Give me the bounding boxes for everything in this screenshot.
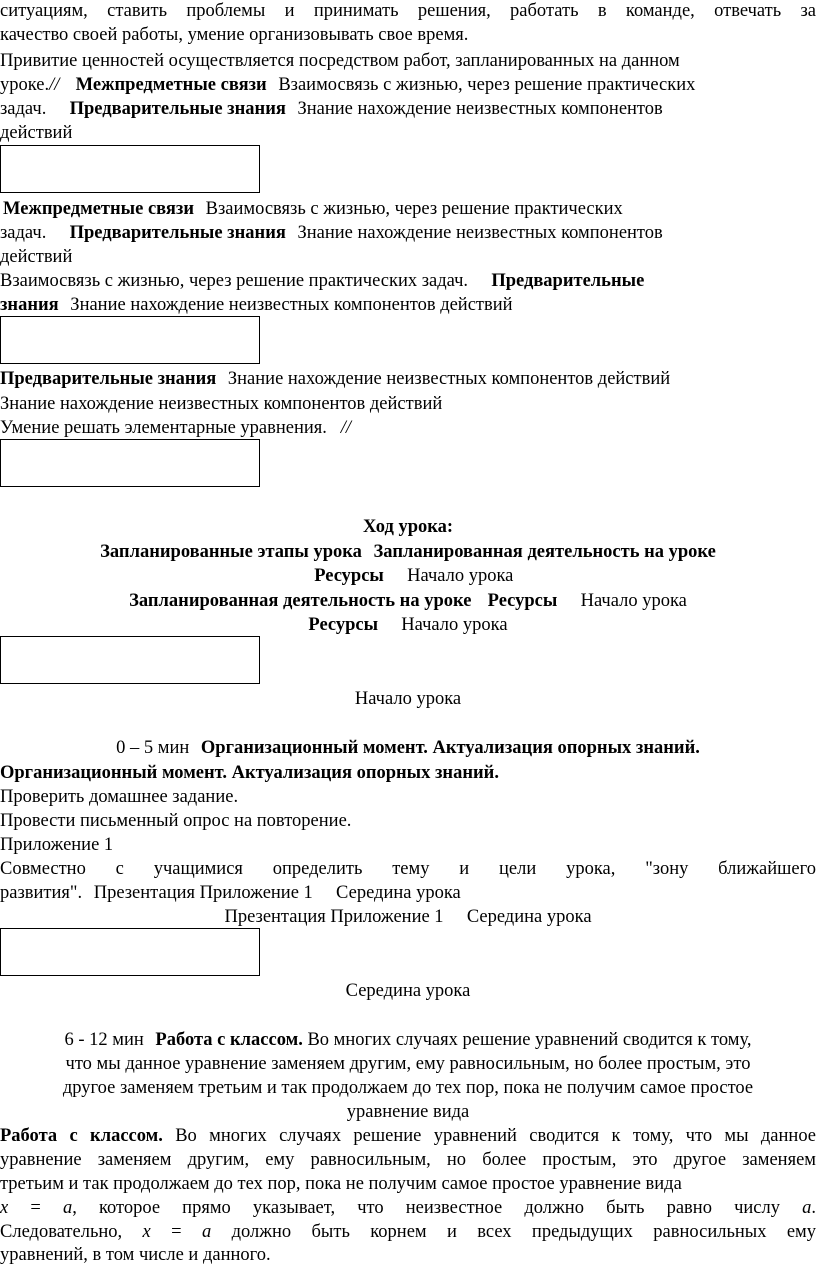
empty-image-frame [0, 439, 260, 487]
text-line: Умение решать элементарные уравнения. // [0, 417, 363, 441]
text-line: другое заменяем третьим и так продолжаем до тех пор, пока не получим самое простое [62, 1078, 754, 1098]
section-heading: Ход урока: [362, 517, 454, 537]
empty-image-frame [0, 145, 260, 193]
text-line: Запланированные этапы урока Запланированная деятельность на уроке [100, 542, 716, 562]
text-line: Ресурсы Начало урока [314, 566, 514, 586]
missing-glyph-icon: // [49, 75, 60, 95]
text-line: Презентация Приложение 1 Середина урока [224, 907, 592, 927]
text-line: Знание нахождение неизвестных компонентов действий [0, 394, 443, 414]
text-line: Приложение 1 [0, 835, 114, 855]
text-line: 0 – 5 мин Организационный момент. Актуализация опорных знаний. [116, 738, 700, 758]
missing-glyph-icon: // [340, 418, 352, 438]
text-line: задач. Предварительные знания Знание нахождение неизвестных компонентов [0, 99, 663, 119]
text-line: знания Знание нахождение неизвестных компонентов действий [0, 295, 513, 315]
text-line: действий [0, 123, 73, 143]
empty-image-frame [0, 928, 260, 976]
text-line: третьим и так продолжаем до тех пор, пока не получим самое простое уравнение вида [0, 1174, 682, 1194]
text-line: Организационный момент. Актуализация опорных знаний. [0, 763, 499, 783]
text-line: уроке.// Межпредметные связи Взаимосвязь с жизнью, через решение практических [0, 74, 695, 98]
text-line: Проверить домашнее задание. [0, 787, 239, 807]
text-line: Запланированная деятельность на уроке Ресурсы Начало урока [129, 591, 687, 611]
text-line: Ресурсы Начало урока [308, 615, 508, 635]
text-line: Провести письменный опрос на повторение. [0, 811, 352, 831]
text-line: уравнений, в том числе и данного. [0, 1245, 271, 1265]
text-line: задач. Предварительные знания Знание нахождение неизвестных компонентов [0, 223, 663, 243]
text-line: развития". Презентация Приложение 1 Середина урока [0, 883, 461, 903]
text-line: Работа с классом. Во многих случаях решение уравнений сводится к тому, что мы данное [0, 1126, 816, 1146]
text-line: Предварительные знания Знание нахождение неизвестных компонентов действий [0, 369, 671, 389]
empty-image-frame [0, 636, 260, 684]
text-line: качество своей работы, умение организовывать свое время. [0, 25, 469, 45]
text-line: уравнение заменяем другим, ему равносильным, но более простым, это другое заменяем [0, 1150, 816, 1170]
text-line: ситуациям, ставить проблемы и принимать решения, работать в команде, отвечать за [0, 1, 816, 21]
text-line: Привитие ценностей осуществляется посредством работ, запланированных на данном [0, 51, 680, 71]
text-line: 6 - 12 мин Работа с классом. Во многих случаях решение уравнений сводится к тому, [64, 1030, 752, 1050]
text-line: Взаимосвязь с жизнью, через решение практических задач. Предварительные [0, 271, 645, 291]
text-line: уравнение вида [346, 1102, 470, 1122]
text-line: Межпредметные связи Взаимосвязь с жизнью, через решение практических [3, 199, 623, 219]
text-line: действий [0, 247, 73, 267]
text-line: Следовательно, x = a должно быть корнем и всех предыдущих равносильных ему [0, 1222, 816, 1242]
text-line: Совместно с учащимися определить тему и цели урока, "зону ближайшего [0, 859, 816, 879]
text-line: что мы данное уравнение заменяем другим, ему равносильным, но более простым, это [65, 1054, 751, 1074]
text-line: Середина урока [345, 981, 471, 1001]
text-line: Начало урока [354, 689, 462, 709]
text-line: x = a, которое прямо указывает, что неизвестное должно быть равно числу a. [0, 1198, 816, 1218]
empty-image-frame [0, 316, 260, 364]
